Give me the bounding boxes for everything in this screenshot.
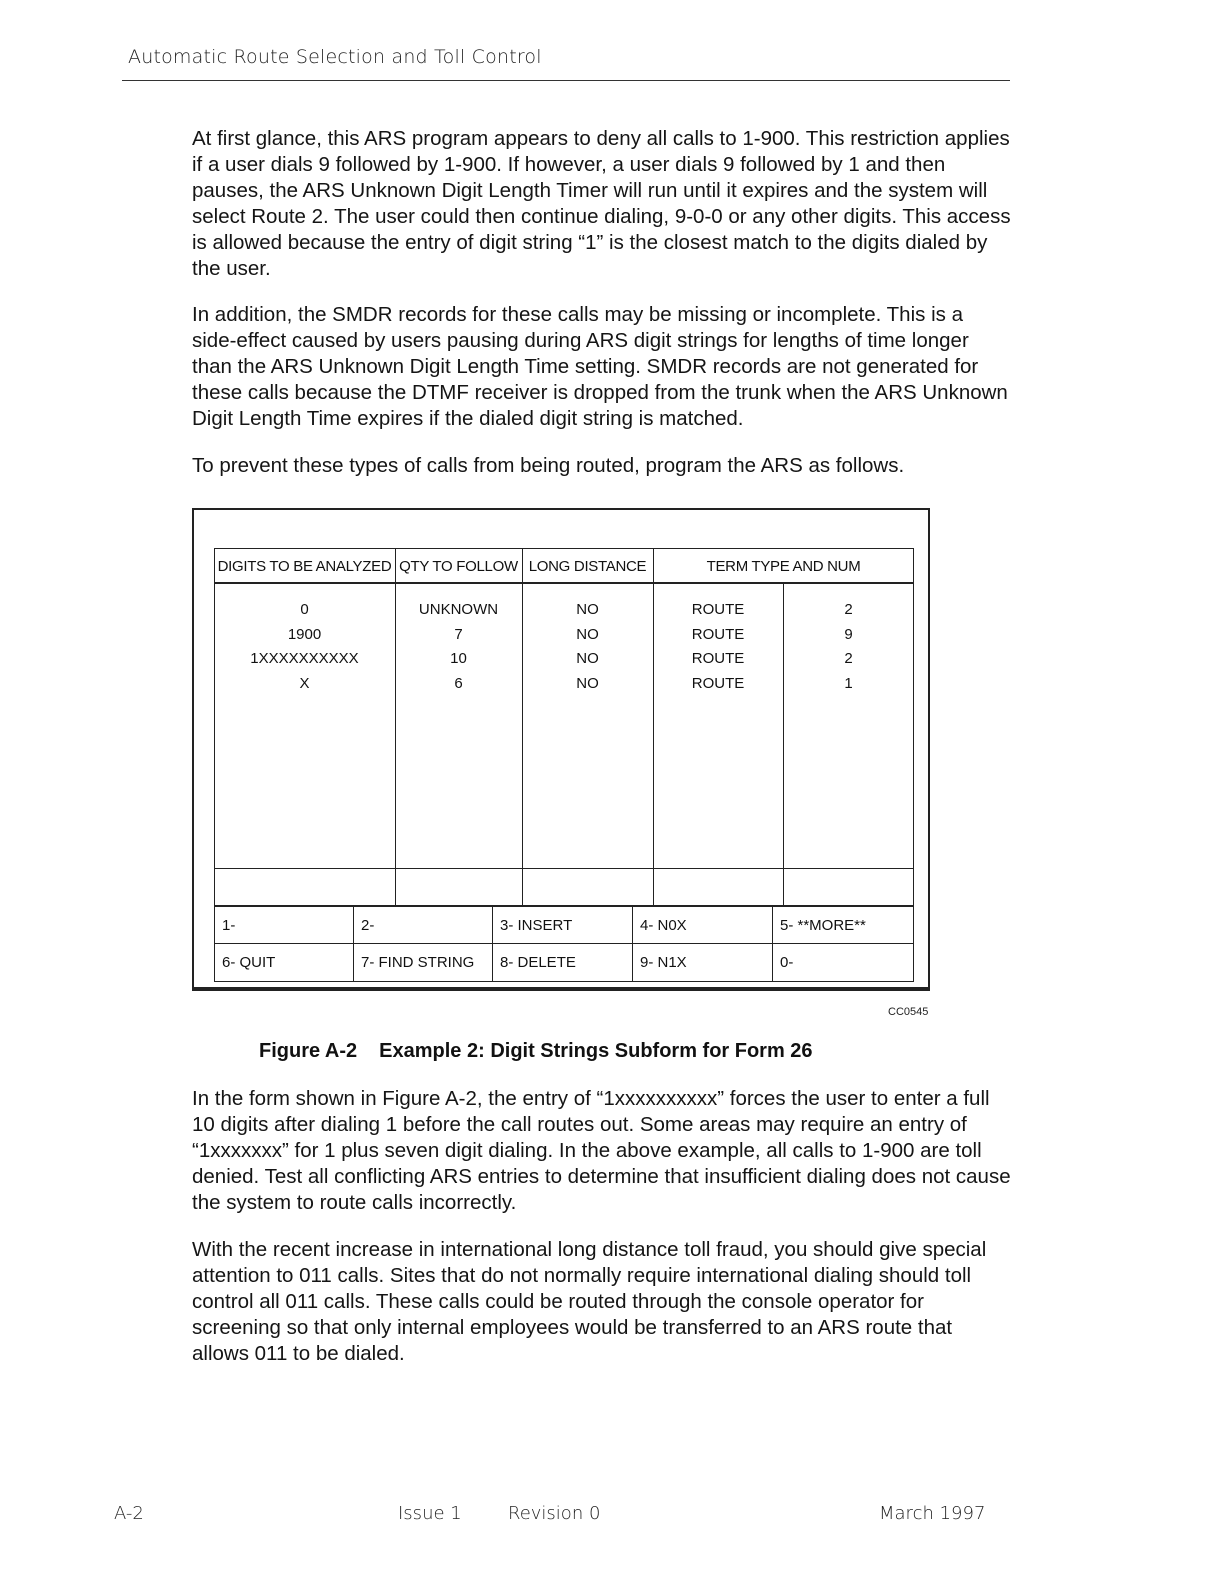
qty-column	[395, 598, 522, 696]
long-distance-cell[interactable]: NO	[576, 650, 599, 667]
term-type-cell[interactable]: ROUTE	[691, 650, 745, 667]
term-type-cell[interactable]: ROUTE	[691, 601, 745, 618]
entry-row-divider	[214, 868, 914, 869]
paragraph-form-entry: In the form shown in Figure A-2, the entry of “1xxxxxxxxxx” forces the user to enter a full 10 digits after dialing 1 before the call routes out. Some areas may require an entry of “1xxxxxxx” for 1 plus seven digit dialing. In the above example, all calls to 1-900 are toll denied. Test all conflicting ARS entries to determine that insufficient dialing does not cause the system to route calls incorrectly.	[192, 1087, 1011, 1214]
digit-strings-subform	[192, 508, 930, 989]
digits-column	[214, 598, 395, 696]
digits-cell[interactable]: 1900	[287, 625, 322, 643]
column-header-long-distance: LONG DISTANCE	[528, 557, 647, 575]
long-distance-cell[interactable]: NO	[576, 625, 599, 643]
term-num-cell[interactable]: 2	[844, 650, 853, 667]
qty-cell[interactable]: 6	[454, 674, 463, 692]
softkey-1[interactable]: 1-	[222, 916, 236, 934]
figure-code: CC0545	[888, 1006, 929, 1018]
long-distance-cell[interactable]: NO	[576, 601, 599, 618]
softkey-find-string[interactable]: 7- FIND STRING	[361, 954, 475, 971]
column-header-digits: DIGITS TO BE ANALYZED	[217, 557, 392, 575]
qty-cell[interactable]: UNKNOWN	[418, 601, 499, 618]
footer-revision: Revision 0	[508, 1503, 601, 1524]
column-header-qty: QTY TO FOLLOW	[399, 557, 518, 575]
softkey-n0x[interactable]: 4- N0X	[640, 916, 687, 934]
header-rule	[122, 80, 1010, 81]
qty-cell[interactable]: 10	[450, 650, 467, 667]
digits-cell[interactable]: X	[299, 674, 310, 692]
term-num-cell[interactable]: 9	[844, 625, 853, 643]
footer-issue: Issue 1	[398, 1503, 462, 1524]
figure-title: Example 2: Digit Strings Subform for Form 26	[379, 1040, 813, 1062]
softkey-more[interactable]: 5- **MORE**	[780, 916, 866, 934]
term-type-column	[653, 598, 783, 696]
footer-date: March 1997	[879, 1503, 986, 1524]
softkey-n1x[interactable]: 9- N1X	[640, 954, 687, 971]
column-header-term: TERM TYPE AND NUM	[706, 557, 861, 575]
figure-caption	[259, 1040, 813, 1063]
footer-page-number: A-2	[114, 1503, 144, 1524]
term-num-cell[interactable]: 1	[844, 674, 853, 692]
figure-number: Figure A-2	[259, 1040, 358, 1062]
term-num-column	[783, 598, 914, 696]
softkey-0[interactable]: 0-	[780, 954, 794, 971]
paragraph-prevent-calls: To prevent these types of calls from being routed, program the ARS as follows.	[192, 454, 905, 477]
qty-cell[interactable]: 7	[454, 625, 463, 643]
term-type-cell[interactable]: ROUTE	[691, 625, 745, 643]
softkey-insert[interactable]: 3- INSERT	[500, 916, 573, 934]
long-distance-column	[522, 598, 653, 696]
paragraph-smdr-records: In addition, the SMDR records for these calls may be missing or incomplete. This is a side-effect caused by users pausing during ARS digit strings for lengths of time longer than the ARS Unknown Digit Length Time setting. SMDR records are not generated for these calls because the DTMF receiver is dropped from the trunk when the ARS Unknown Digit Length Time expires if the dialed digit string is matched.	[192, 303, 1008, 430]
term-num-cell[interactable]: 2	[844, 601, 853, 618]
softkey-2[interactable]: 2-	[361, 916, 375, 934]
softkey-quit[interactable]: 6- QUIT	[222, 954, 276, 971]
term-type-cell[interactable]: ROUTE	[691, 674, 745, 692]
running-header: Automatic Route Selection and Toll Control	[128, 46, 542, 68]
paragraph-ars-closest-match: At first glance, this ARS program appears to deny all calls to 1-900. This restriction applies if a user dials 9 followed by 1-900. If however, a user dials 9 followed by 1 and then pauses, the ARS Unknown Digit Length Timer will run until it expires and the system will select Route 2. The user could then continue dialing, 9-0-0 or any other digits. This access is allowed because the entry of digit string “1” is the closest match to the digits dialed by the user.	[192, 127, 1011, 280]
digits-cell[interactable]: 1XXXXXXXXXX	[250, 650, 359, 667]
frame-shadow	[192, 988, 930, 991]
long-distance-cell[interactable]: NO	[576, 674, 599, 692]
digits-cell[interactable]: 0	[300, 601, 309, 618]
softkey-delete[interactable]: 8- DELETE	[500, 954, 576, 971]
paragraph-toll-fraud: With the recent increase in international long distance toll fraud, you should give special attention to 011 calls. Sites that do not normally require international dialing should toll control all 011 calls. These calls could be routed through the console operator for screening so that only internal employees would be transferred to an ARS route that allows 011 to be dialed.	[192, 1238, 987, 1365]
